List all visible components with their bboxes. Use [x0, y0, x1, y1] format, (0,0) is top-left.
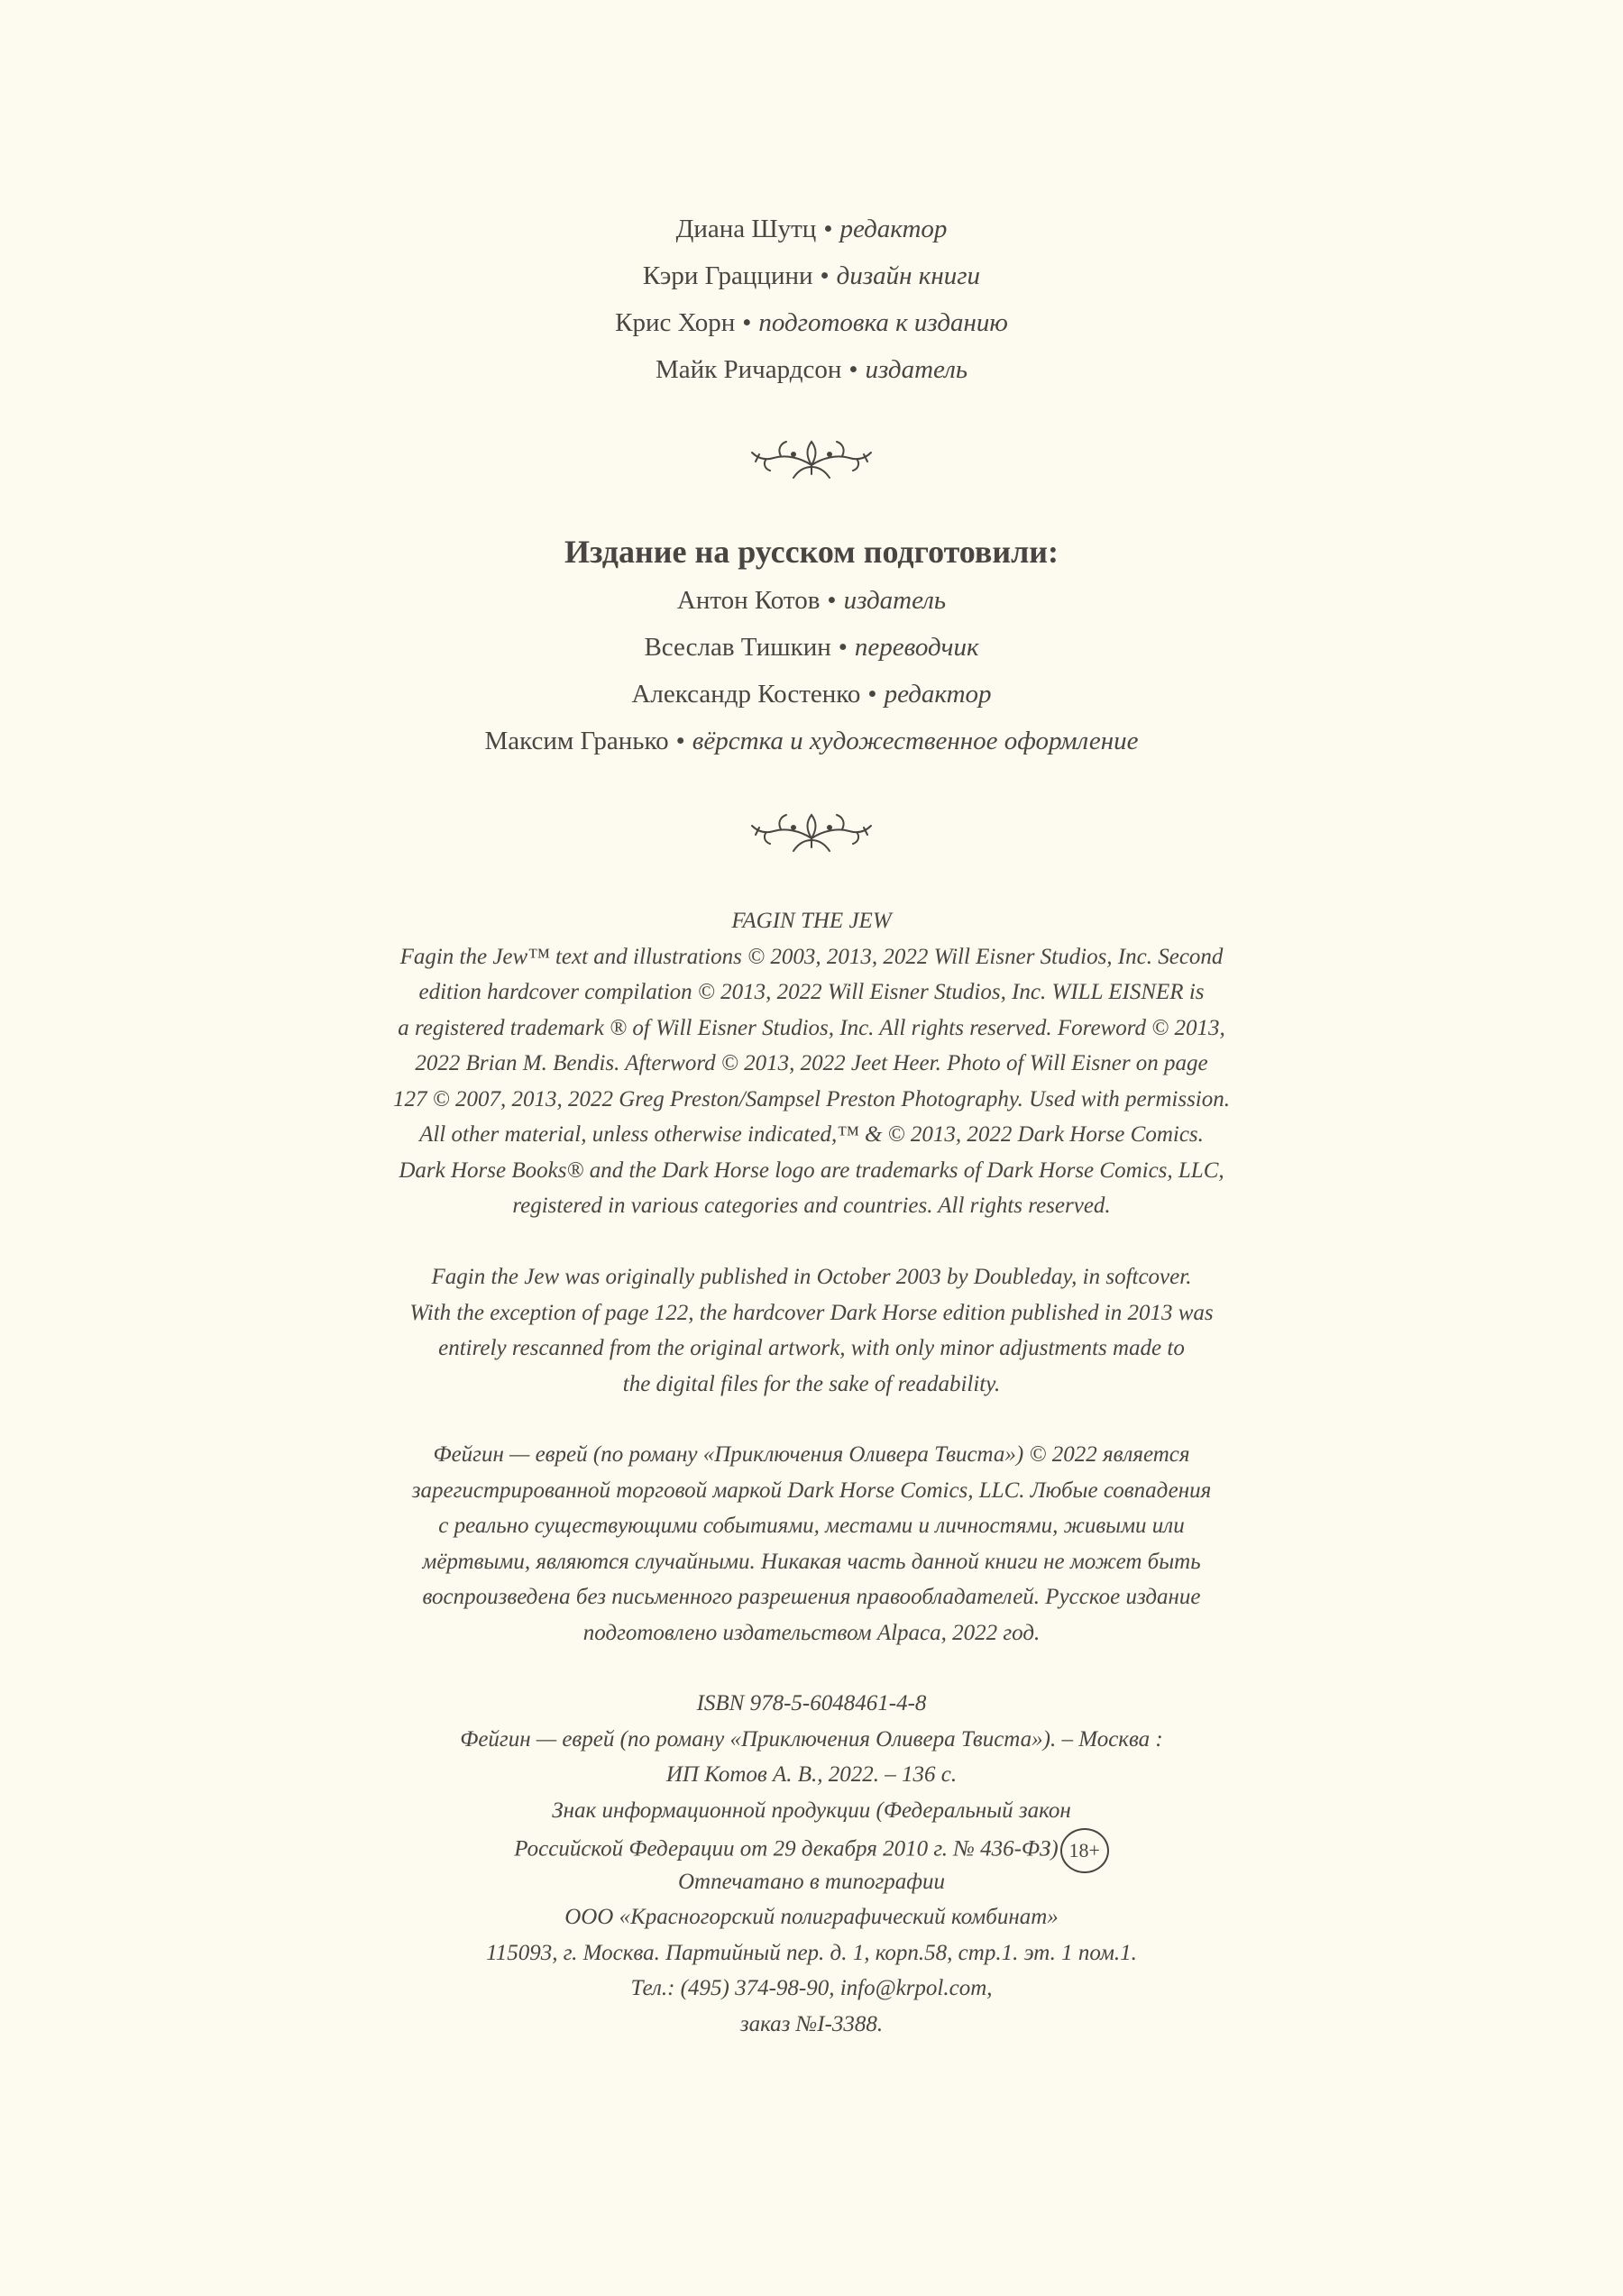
credit-name: Антон Котов: [676, 586, 821, 615]
imprint-line: Знак информационной продукции (Федеральный закон: [552, 1797, 1071, 1823]
credit-line: [0, 624, 1623, 671]
credit-line: [0, 299, 1623, 346]
age-rating-badge: 18+: [1060, 1828, 1109, 1873]
copyright-line: edition hardcover compilation © 2013, 2022 Will Eisner Studios, Inc. WILL EISNER is: [418, 980, 1205, 1004]
notice-line: воспроизведена без письменного разрешения правообладателей. Русское издание: [422, 1585, 1201, 1609]
isbn: ISBN 978-5-6048461-4-8: [696, 1691, 927, 1715]
bullet-separator: •: [820, 261, 830, 290]
imprint-line: Тел.: (495) 374-98-90, info@krpol.com,: [630, 1976, 993, 2000]
history-line: entirely rescanned from the original artwork, with only minor adjustments made to: [438, 1336, 1185, 1360]
credit-role: редактор: [839, 215, 948, 243]
notice-line: подготовлено издательством Alpaca, 2022 год.: [582, 1620, 1041, 1645]
imprint-line: заказ №I-3388.: [739, 2011, 884, 2036]
imprint-law-text: Российской Федерации от 29 декабря 2010 г. № 436-ФЗ): [514, 1836, 1059, 1861]
bullet-separator: •: [675, 727, 685, 755]
copyright-line: All other material, unless otherwise indicated,™ & © 2013, 2022 Dark Horse Comics.: [419, 1122, 1204, 1147]
credit-role: дизайн книги: [836, 261, 981, 290]
credit-line: [0, 671, 1623, 718]
imprint-line: ООО «Красногорский полиграфический комбинат»: [564, 1905, 1059, 1929]
credit-role: подготовка к изданию: [758, 308, 1008, 337]
imprint-block: [0, 1686, 1623, 2042]
credit-line: [0, 206, 1623, 252]
notice-line: Фейгин — еврей (по роману «Приключения Оливера Твиста») © 2022 является: [433, 1442, 1190, 1467]
credit-role: редактор: [884, 680, 992, 709]
credit-role: переводчик: [854, 633, 979, 662]
notice-line: зарегистрированной торговой маркой Dark Horse Comics, LLC. Любые совпадения: [411, 1477, 1212, 1503]
copyright-line: 2022 Brian M. Bendis. Afterword © 2013, 2022 Jeet Heer. Photo of Will Eisner on page: [415, 1051, 1208, 1075]
bullet-separator: •: [823, 215, 833, 243]
notice-line: мёртвыми, являются случайными. Никакая часть данной книги не может быть: [422, 1549, 1201, 1574]
copyright-line: registered in various categories and countries. All rights reserved.: [512, 1194, 1111, 1218]
history-line: the digital files for the sake of readability.: [622, 1371, 1001, 1396]
copyright-line: Dark Horse Books® and the Dark Horse logo are trademarks of Dark Horse Comics, LLC,: [399, 1157, 1224, 1183]
credit-role: издатель: [865, 355, 968, 384]
bullet-separator: •: [838, 633, 848, 662]
copyright-notice: [0, 903, 1623, 1224]
floral-ornament-icon: [747, 435, 876, 481]
credit-name: Максим Гранько: [484, 727, 669, 755]
bullet-separator: •: [742, 308, 752, 337]
credit-line: [0, 252, 1623, 299]
credit-line: [0, 346, 1623, 393]
credit-name: Александр Костенко: [631, 680, 861, 709]
imprint-line: Фейгин — еврей (по роману «Приключения Оливера Твиста»). – Москва :: [460, 1726, 1163, 1752]
credit-name: Диана Шутц: [675, 215, 817, 243]
copyright-title: FAGIN THE JEW: [731, 909, 892, 933]
original-credits: [0, 206, 1623, 393]
imprint-line: [0, 1828, 1623, 1864]
credit-name: Крис Хорн: [615, 308, 736, 337]
copyright-line: a registered trademark ® of Will Eisner Studios, Inc. All rights reserved. Foreword © 2013,: [398, 1015, 1225, 1040]
bullet-separator: •: [848, 355, 858, 384]
history-line: Fagin the Jew was originally published in October 2003 by Doubleday, in softcover.: [431, 1265, 1192, 1289]
copyright-line: 127 © 2007, 2013, 2022 Greg Preston/Sampsel Preston Photography. Used with permission.: [393, 1086, 1230, 1111]
credit-name: Всеслав Тишкин: [644, 633, 831, 662]
publication-history: [0, 1259, 1623, 1402]
history-line: With the exception of page 122, the hardcover Dark Horse edition published in 2013 was: [409, 1300, 1214, 1325]
bullet-separator: •: [867, 680, 877, 709]
bullet-separator: •: [827, 586, 837, 615]
credit-role: вёрстка и художественное оформление: [692, 727, 1139, 755]
russian-edition-credits: [0, 577, 1623, 764]
credit-role: издатель: [843, 586, 947, 615]
credit-name: Кэри Граццини: [642, 261, 813, 290]
imprint-line: ИП Котов А. В., 2022. – 136 с.: [665, 1762, 958, 1787]
copyright-line: Fagin the Jew™ text and illustrations © 2003, 2013, 2022 Will Eisner Studios, Inc. Second: [399, 944, 1224, 969]
imprint-line: 115093, г. Москва. Партийный пер. д. 1, корп.58, стр.1. эт. 1 пом.1.: [486, 1940, 1137, 1965]
floral-ornament-icon: [747, 808, 876, 855]
notice-line: с реально существующими событиями, местами и личностями, живыми или: [438, 1514, 1185, 1538]
russian-edition-heading: Издание на русском подготовили:: [564, 534, 1059, 570]
credit-name: Майк Ричардсон: [655, 355, 842, 384]
imprint-line: Отпечатано в типографии: [678, 1869, 945, 1894]
credit-line: [0, 577, 1623, 624]
russian-legal-notice: [0, 1437, 1623, 1651]
credit-line: [0, 718, 1623, 764]
